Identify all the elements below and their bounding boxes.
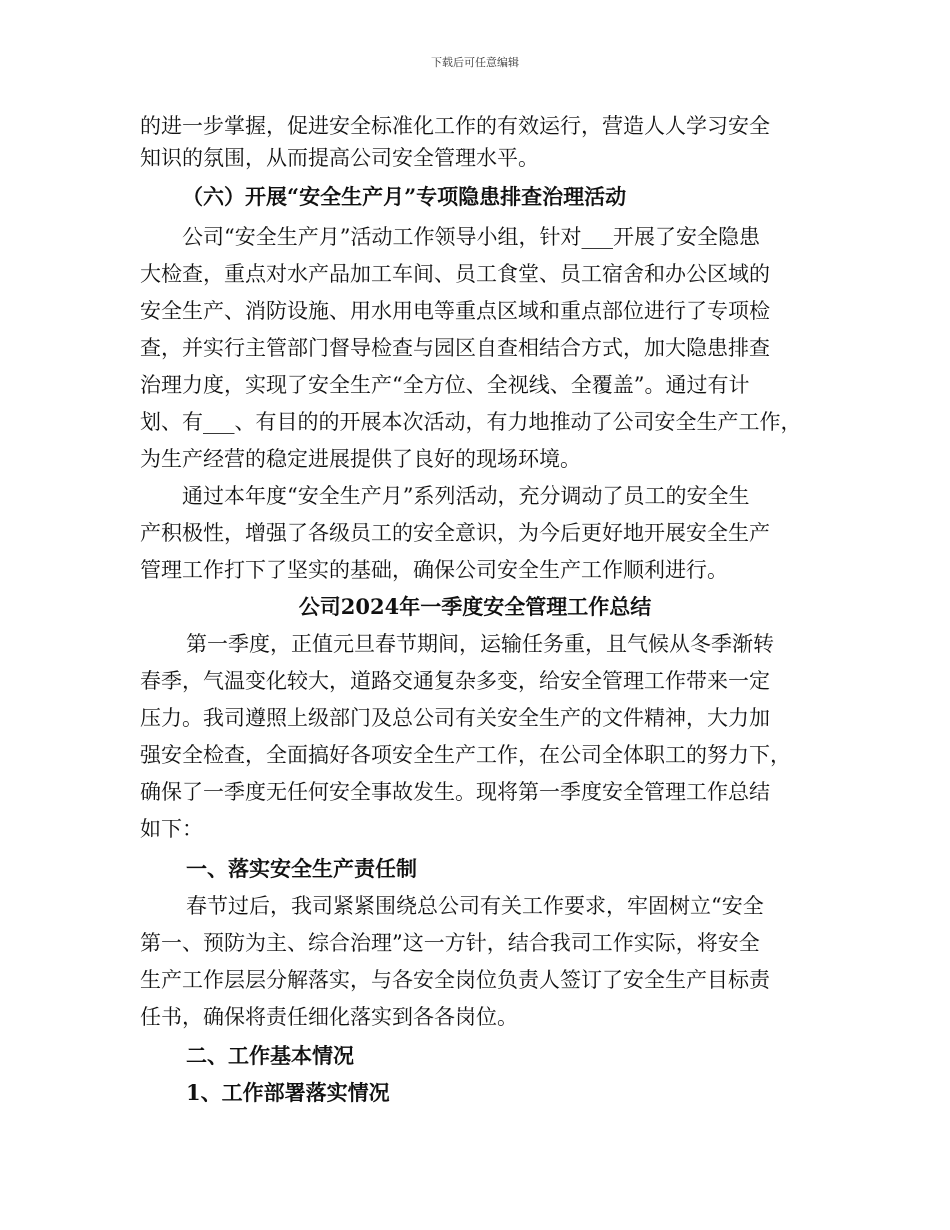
paragraph-line: 如下： bbox=[140, 817, 203, 841]
paragraph-line: 第一、预防为主、综合治理”这一方针，结合我司工作实际，将安全 bbox=[140, 931, 760, 955]
paragraph-line: 产积极性，增强了各级员工的安全意识，为今后更好地开展安全生产 bbox=[140, 521, 770, 545]
paragraph-line: 第一季度，正值元旦春节期间，运输任务重，且气候从冬季渐转 bbox=[186, 632, 774, 656]
paragraph-line: 管理工作打下了坚实的基础，确保公司安全生产工作顺利进行。 bbox=[140, 558, 728, 582]
paragraph-line: 为生产经营的稳定进展提供了良好的现场环境。 bbox=[140, 447, 581, 471]
paragraph-line: 压力。我司遵照上级部门及总公司有关安全生产的文件精神，大力加 bbox=[140, 706, 770, 730]
paragraph-line: 的进一步掌握，促进安全标准化工作的有效运行，营造人人学习安全 bbox=[140, 114, 770, 138]
paragraph-line: 安全生产、消防设施、用水用电等重点区域和重点部位进行了专项检 bbox=[140, 299, 770, 323]
paragraph-line: 通过本年度“安全生产月”系列活动，充分调动了员工的安全生 bbox=[182, 484, 750, 508]
paragraph-line: 强安全检查，全面搞好各项安全生产工作，在公司全体职工的努力下， bbox=[140, 743, 791, 767]
paragraph-line: 治理力度，实现了安全生产“全方位、全视线、全覆盖”。通过有计 bbox=[140, 373, 750, 397]
paragraph-line: 确保了一季度无任何安全事故发生。现将第一季度安全管理工作总结 bbox=[140, 780, 770, 804]
paragraph-line: 公司“安全生产月”活动工作领导小组，针对___开展了安全隐患 bbox=[182, 225, 760, 249]
paragraph-line: 任书，确保将责任细化落实到各各岗位。 bbox=[140, 1005, 518, 1029]
paragraph-line: 大检查，重点对水产品加工车间、员工食堂、员工宿舍和办公区域的 bbox=[140, 262, 770, 286]
paragraph-line: 知识的氛围，从而提高公司安全管理水平。 bbox=[140, 146, 539, 170]
document-title: 公司2024年一季度安全管理工作总结 bbox=[298, 594, 652, 619]
subsection-heading: 1、工作部署落实情况 bbox=[186, 1080, 390, 1105]
section-heading: 二、工作基本情况 bbox=[186, 1043, 354, 1068]
paragraph-line: 春节过后，我司紧紧围绕总公司有关工作要求，牢固树立“安全 bbox=[186, 894, 764, 918]
section-heading: 一、落实安全生产责任制 bbox=[186, 856, 417, 881]
paragraph-line: 查，并实行主管部门督导检查与园区自查相结合方式，加大隐患排查 bbox=[140, 336, 770, 360]
page-header-note: 下载后可任意编辑 bbox=[431, 56, 519, 69]
paragraph-line: 生产工作层层分解落实，与各安全岗位负责人签订了安全生产目标责 bbox=[140, 968, 770, 992]
section-heading: （六）开展“安全生产月”专项隐患排查治理活动 bbox=[182, 184, 627, 209]
paragraph-line: 划、有___、有目的的开展本次活动，有力地推动了公司安全生产工作， bbox=[140, 410, 802, 434]
paragraph-line: 春季，气温变化较大，道路交通复杂多变，给安全管理工作带来一定 bbox=[140, 669, 770, 693]
